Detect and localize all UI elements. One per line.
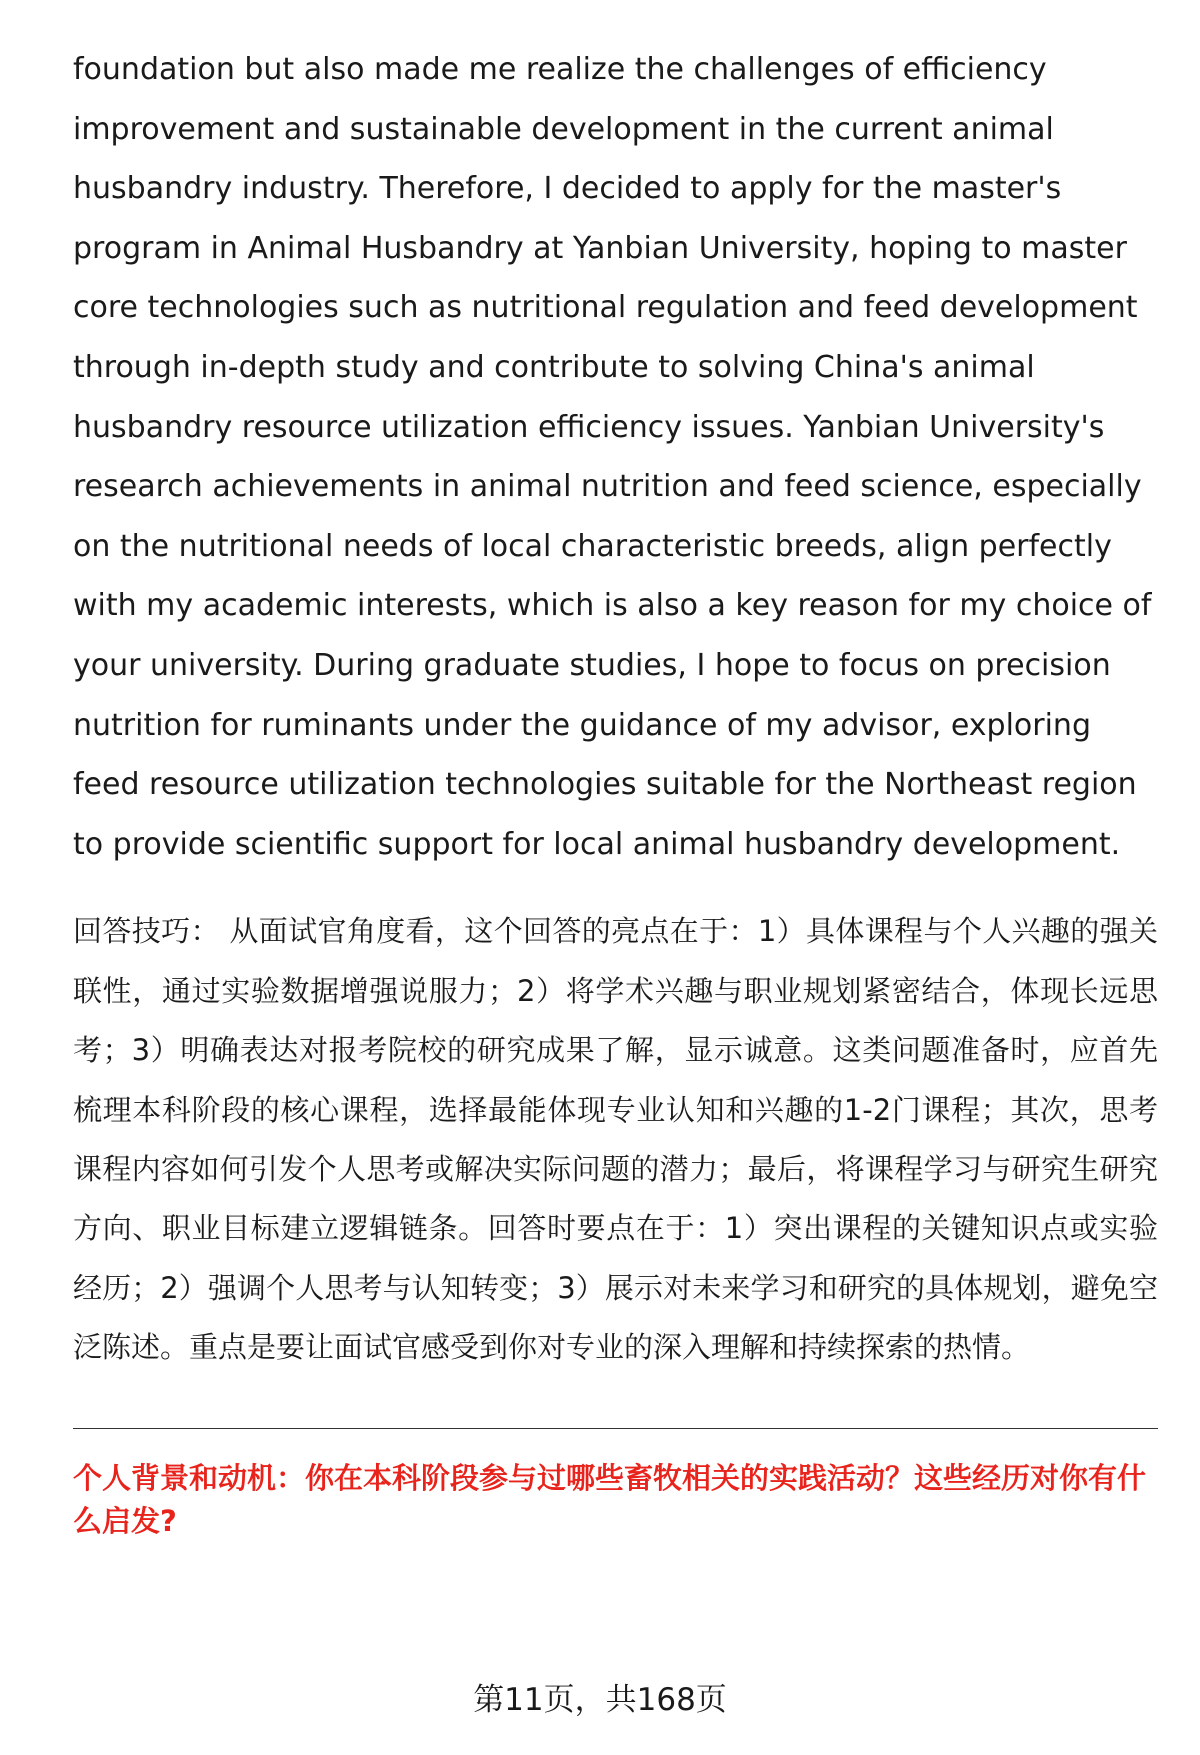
page-number-footer: 第11页，共168页 — [473, 1682, 727, 1718]
section-divider — [73, 1428, 1158, 1429]
next-question-heading: 个人背景和动机：你在本科阶段参与过哪些畜牧相关的实践活动？这些经历对你有什么启发? — [73, 1460, 1147, 1538]
answer-tips-text: 从面试官角度看，这个回答的亮点在于：1）具体课程与个人兴趣的强关联性，通过实验数据增强说服力；2）将学术兴趣与职业规划紧密结合，体现长远思考；3）明确表达对报考院校的研究成果了解，显示诚意。这类问题准备时，应首先梳理本科阶段的核心课程，选择最能体现专业认知和兴趣的1-2门课程；其次，思考课程内容如何引发个人思考或解决实际问题的潜力；最后，将课程学习与研究生研究方向、职业目标建立逻辑链条。回答时要点在于：1）突出课程的关键知识点或实验经历；2）强调个人思考与认知转变；3）展示对未来学习和研究的具体规划，避免空泛陈述。重点是要让面试官感受到你对专业的深入理解和持续探索的热情。 — [73, 914, 1158, 1365]
document-page — [73, 40, 1158, 1543]
answer-tips-paragraph — [73, 902, 1158, 1377]
answer-tips-label: 回答技巧： — [73, 914, 220, 949]
english-answer-paragraph: foundation but also made me realize the challenges of efficiency improvement and sustainable development in the current animal husbandry industry. Therefore, I decided to apply for the master's program in Animal Husbandry at Yanbian University, hoping to master core technologies such as nutritional regulation and feed development through in-depth study and contribute to solving China's animal husbandry resource utilization efficiency issues. Yanbian University's research achievements in animal nutrition and feed science, especially on the nutritional needs of local characteristic breeds, align perfectly with my academic interests, which is also a key reason for my choice of your university. During graduate studies, I hope to focus on precision nutrition for ruminants under the guidance of my advisor, exploring feed resource utilization technologies suitable for the Northeast region to provide scientific support for local animal husbandry development. — [73, 52, 1152, 862]
